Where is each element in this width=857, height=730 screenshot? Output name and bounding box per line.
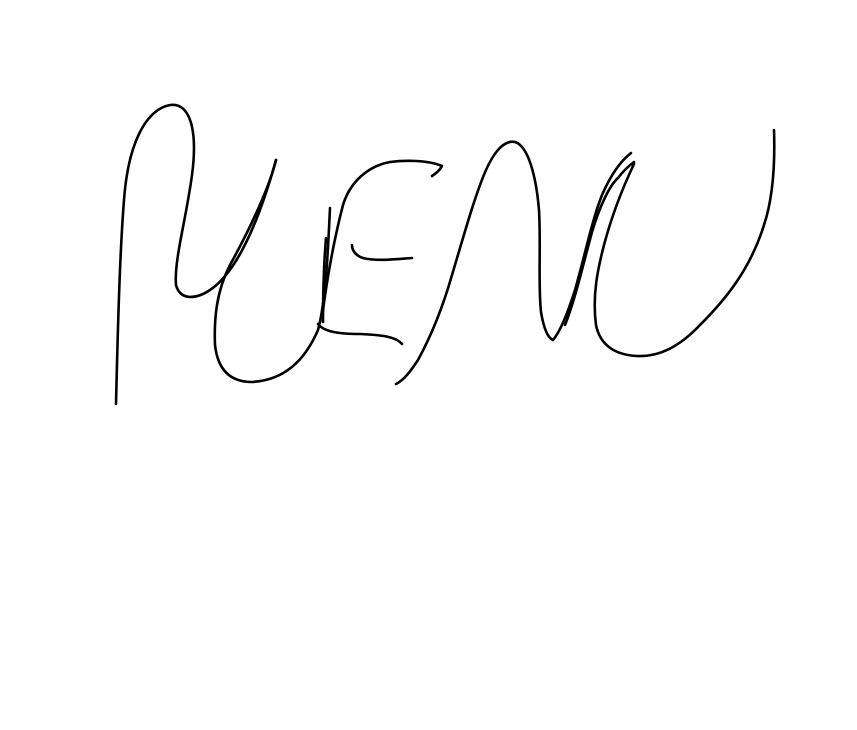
letter-e-stroke-2 <box>352 245 412 260</box>
letter-e-stroke-1 <box>322 161 442 318</box>
letter-n-stroke-1 <box>396 142 631 384</box>
letter-m-stroke-2 <box>215 160 330 382</box>
letter-e-stroke-3 <box>318 324 402 344</box>
letter-m-stroke-1 <box>116 105 276 404</box>
